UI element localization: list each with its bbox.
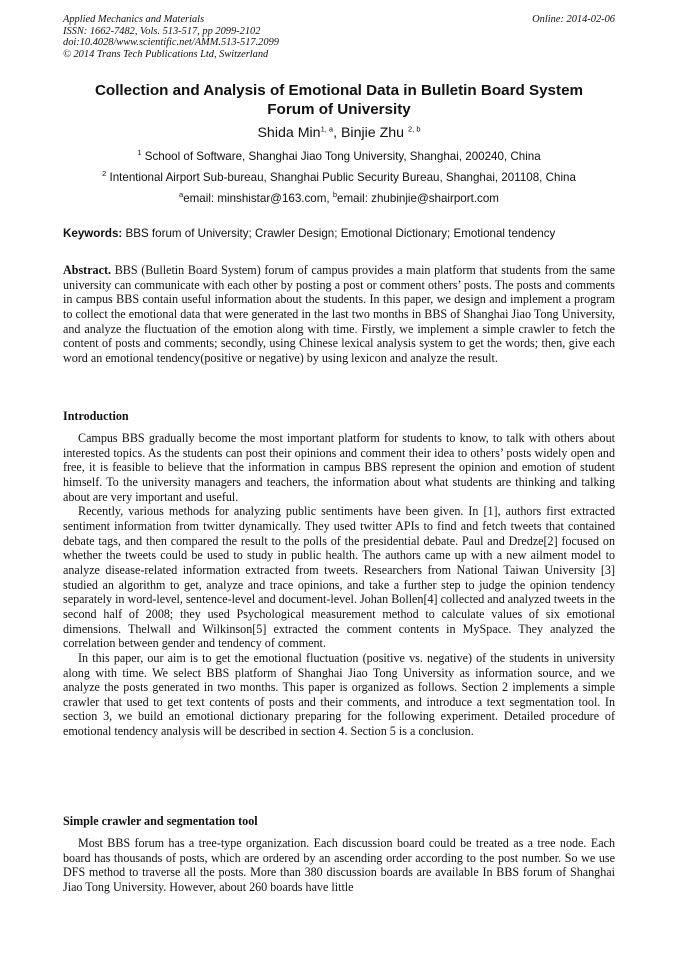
introduction-heading: Introduction	[63, 409, 129, 423]
affiliation-1	[63, 150, 615, 164]
affiliation-1-text: School of Software, Shanghai Jiao Tong University, Shanghai, 200240, China	[144, 150, 541, 163]
email-line	[63, 192, 615, 206]
introduction-body	[63, 431, 615, 739]
doi-line: doi:10.4028/www.scientific.net/AMM.513-517.2099	[63, 37, 279, 49]
affiliation-1-num: 1	[137, 148, 142, 158]
email-a: email: minshistar@163.com,	[183, 192, 333, 205]
keywords	[63, 227, 615, 241]
author-2-sup: 2, b	[408, 124, 421, 134]
author-1-sup: 1, a	[320, 124, 334, 134]
keywords-text: BBS forum of University; Crawler Design; Emotional Dictionary; Emotional tendency	[122, 227, 556, 240]
email-b-sup: b	[332, 190, 338, 200]
intro-paragraph-3: In this paper, our aim is to get the emotional fluctuation (positive vs. negative) of the students in university along with time. We select BBS platform of Shanghai Jiao Tong University as information source, and we analyze the posts generated in two months. This paper is organized as follows. Section 2 implements a simple crawler that used to get text contents of posts and their comments, and introduce a text segmentation tool. In section 3, we build an emotional dictionary preparing for the following experiment. Detailed procedure of emotional tendency analysis will be described in section 4. Section 5 is a conclusion.	[63, 650, 615, 739]
abstract	[63, 263, 615, 366]
intro-paragraph-2: Recently, various methods for analyzing public sentiments have been given. In [1], authors first extracted sentiment information from twitter dynamically. They used twitter APIs to find and fetch tweets that contained debate tags, and then compared the result to the polls of the presidential debate. Paul and Dredze[2] focused on whether the tweets could be used to study in public health. The authors came up with a new ailment model to analyze disease-related information extracted from tweets. Researchers from National Taiwan University [3] studied an algorithm to get, analyze and trace opinions, and take a further step to judge the opinion tendency separately in word-level, sentence-level and document-level. Johan Bollen[4] collected and analyzed tweets in the second half of 2008; they used Psychological measurement method to calculate values of six emotional dimensions. Thelwall and Wilkinson[5] extracted the comment contents in MySpace. They analyzed the correlation between gender and tendency of comment.	[63, 504, 615, 651]
affiliation-2-num: 2	[102, 169, 107, 179]
affiliation-2	[63, 171, 615, 185]
affiliation-2-text: Intentional Airport Sub-bureau, Shanghai Public Security Bureau, Shanghai, 201108, China	[109, 171, 576, 184]
intro-paragraph-1: Campus BBS gradually become the most important platform for students to know, to talk with others about interested topics. As the students can post their opinions and comment their idea to others’ posts widely open and free, it is feasible to believe that the information in campus BBS represent the opinion and emotion of student himself. To the university managers and teachers, the information about what students are thinking and talking about are very important and useful.	[63, 431, 615, 504]
abstract-text: BBS (Bulletin Board System) forum of campus provides a main platform that students from the same university can communicate with each other by posting a post or comment others’ posts. The posts and comments in campus BBS contain useful information about the students. In this paper, we design and implement a program to collect the emotional data that were generated in the last two months in BBS of Shanghai Jiao Tong University, and analyze the fluctuation of the emotion along with time. Firstly, we implement a simple crawler to fetch the content of posts and comments; secondly, using Chinese lexical analysis system to get the words; then, give each word an emotional tendency(positive or negative) by using lexicon and analyze the result.	[63, 263, 615, 365]
email-a-sup: a	[179, 190, 184, 200]
paper-title	[63, 81, 615, 119]
author-separator: ,	[333, 125, 341, 141]
keywords-label: Keywords:	[63, 227, 123, 240]
issn-line: ISSN: 1662-7482, Vols. 513-517, pp 2099-2102	[63, 25, 261, 37]
crawler-body	[63, 836, 615, 895]
author-1: Shida Min	[257, 125, 321, 141]
crawler-heading: Simple crawler and segmentation tool	[63, 814, 258, 828]
author-list	[63, 124, 615, 142]
journal-header	[63, 14, 615, 60]
online-date: Online: 2014-02-06	[532, 14, 615, 25]
email-b: email: zhubinjie@shairport.com	[337, 192, 499, 205]
title-line-2: Forum of University	[267, 101, 411, 118]
abstract-label: Abstract.	[63, 263, 112, 277]
crawler-paragraph-1: Most BBS forum has a tree-type organization. Each discussion board could be treated as a tree node. Each board has thousands of posts, which are ordered by an ascending order according to the post number. So we use DFS method to traverse all the posts. More than 380 discussion boards are available In BBS forum of Shanghai Jiao Tong University. However, about 260 boards have little	[63, 836, 615, 894]
author-2: Binjie Zhu	[340, 125, 405, 141]
title-line-1: Collection and Analysis of Emotional Data in Bulletin Board System	[94, 82, 584, 99]
copyright-line: © 2014 Trans Tech Publications Ltd, Switzerland	[63, 48, 269, 60]
journal-name: Applied Mechanics and Materials	[63, 14, 205, 25]
